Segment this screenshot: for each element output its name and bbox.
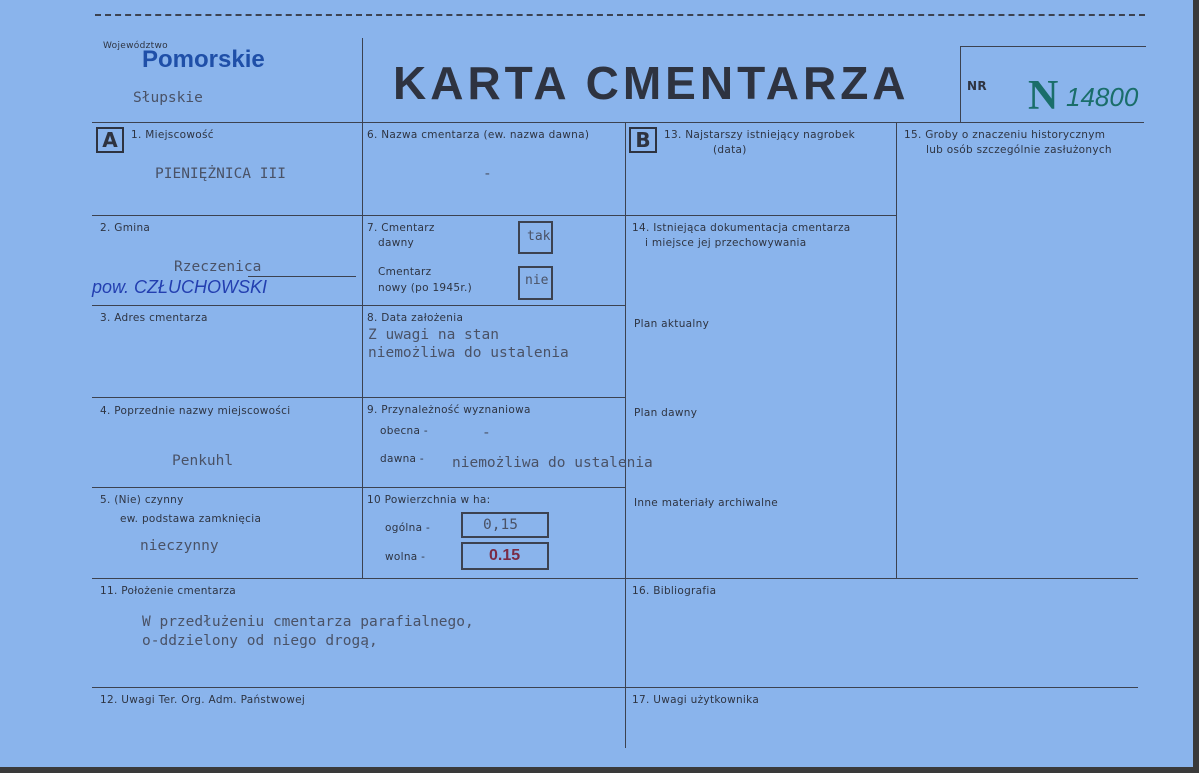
card-title: KARTA CMENTARZA xyxy=(393,57,910,109)
plan-current-label: Plan aktualny xyxy=(634,318,710,330)
section-b-letter: B xyxy=(629,127,657,153)
f10-total-label: ogólna - xyxy=(385,522,431,534)
grid-line xyxy=(960,46,1146,47)
f7-box-1-value: tak xyxy=(527,229,551,244)
card-edge-right xyxy=(1193,0,1199,773)
f10-total-box xyxy=(461,512,549,538)
f11-label: 11. Położenie cmentarza xyxy=(100,585,236,597)
top-perforation xyxy=(95,14,1145,16)
nr-number: 14800 xyxy=(1066,82,1139,112)
nr-letter: N xyxy=(1028,73,1059,119)
f8-value-2: niemożliwa do ustalenia xyxy=(368,345,569,361)
f8-label: 8. Data założenia xyxy=(367,312,464,324)
f10-label: 10 Powierzchnia w ha: xyxy=(367,494,491,506)
f15-label-2: lub osób szczególnie zasłużonych xyxy=(926,144,1112,156)
f10-free-label: wolna - xyxy=(385,551,426,563)
grid-line xyxy=(896,122,897,578)
f10-free-box xyxy=(461,542,549,570)
f7-box-1 xyxy=(518,221,553,254)
f9-label: 9. Przynależność wyznaniowa xyxy=(367,404,531,416)
f10-total-value: 0,15 xyxy=(483,517,518,533)
grid-line xyxy=(92,215,896,216)
f7-label-1b: dawny xyxy=(378,237,415,249)
grid-line xyxy=(92,397,625,398)
f7-box-2 xyxy=(518,266,553,300)
f7-box-2-value: nie xyxy=(525,273,549,288)
f4-value: Penkuhl xyxy=(172,453,234,469)
f9-former-label: dawna - xyxy=(380,453,425,465)
grid-line xyxy=(92,305,625,306)
grid-line xyxy=(362,38,363,578)
f7-label-2a: Cmentarz xyxy=(378,266,432,278)
f11-value-2: o-ddzielony od niego drogą, xyxy=(142,633,378,649)
section-a-letter: A xyxy=(96,127,124,153)
f2-value: Rzeczenica xyxy=(174,259,262,275)
f14-label-1: 14. Istniejąca dokumentacja cmentarza xyxy=(632,222,851,234)
f3-label: 3. Adres cmentarza xyxy=(100,312,208,324)
f5-label-1: 5. (Nie) czynny xyxy=(100,494,184,506)
f10-free-value: 0.15 xyxy=(489,547,521,564)
f2-label: 2. Gmina xyxy=(100,222,151,234)
grid-line xyxy=(960,46,961,122)
f13-label-1: 13. Najstarszy istniejący nagrobek xyxy=(664,129,855,141)
f4-label: 4. Poprzednie nazwy miejscowości xyxy=(100,405,291,417)
f15-label-1: 15. Groby o znaczeniu historycznym xyxy=(904,129,1106,141)
card-edge-bottom xyxy=(0,767,1199,773)
voivodeship-label: Województwo xyxy=(103,41,168,51)
f1-label: 1. Miejscowość xyxy=(131,129,214,141)
f1-value: PIENIĘŻNICA III xyxy=(155,166,286,182)
grid-line xyxy=(92,122,1144,123)
f11-value-1: W przedłużeniu cmentarza parafialnego, xyxy=(142,614,474,630)
f5-label-2: ew. podstawa zamknięcia xyxy=(120,513,262,525)
f12-label: 12. Uwagi Ter. Org. Adm. Państwowej xyxy=(100,694,306,706)
f2-handwritten: pow. CZŁUCHOWSKI xyxy=(92,277,268,297)
f7-label-1a: 7. Cmentarz xyxy=(367,222,435,234)
grid-line xyxy=(92,487,625,488)
f14-label-2: i miejsce jej przechowywania xyxy=(645,237,807,249)
nr-label: NR xyxy=(967,79,987,93)
f13-label-2: (data) xyxy=(713,144,747,156)
voivodeship-value: Pomorskie xyxy=(142,46,265,73)
grid-line xyxy=(92,687,1138,688)
other-materials-label: Inne materiały archiwalne xyxy=(634,497,779,509)
voivodeship-typed: Słupskie xyxy=(133,90,203,106)
plan-former-label: Plan dawny xyxy=(634,407,698,419)
f7-label-2b: nowy (po 1945r.) xyxy=(378,282,473,294)
f8-value-1: Z uwagi na stan xyxy=(368,327,499,343)
f9-current-value: - xyxy=(482,425,491,441)
f6-value: - xyxy=(483,166,492,182)
f9-current-label: obecna - xyxy=(380,425,428,437)
f6-label: 6. Nazwa cmentarza (ew. nazwa dawna) xyxy=(367,129,590,141)
f17-label: 17. Uwagi użytkownika xyxy=(632,694,760,706)
f5-value: nieczynny xyxy=(140,538,219,554)
f16-label: 16. Bibliografia xyxy=(632,585,717,597)
f9-former-value: niemożliwa do ustalenia xyxy=(452,455,653,471)
grid-line xyxy=(92,578,1138,579)
